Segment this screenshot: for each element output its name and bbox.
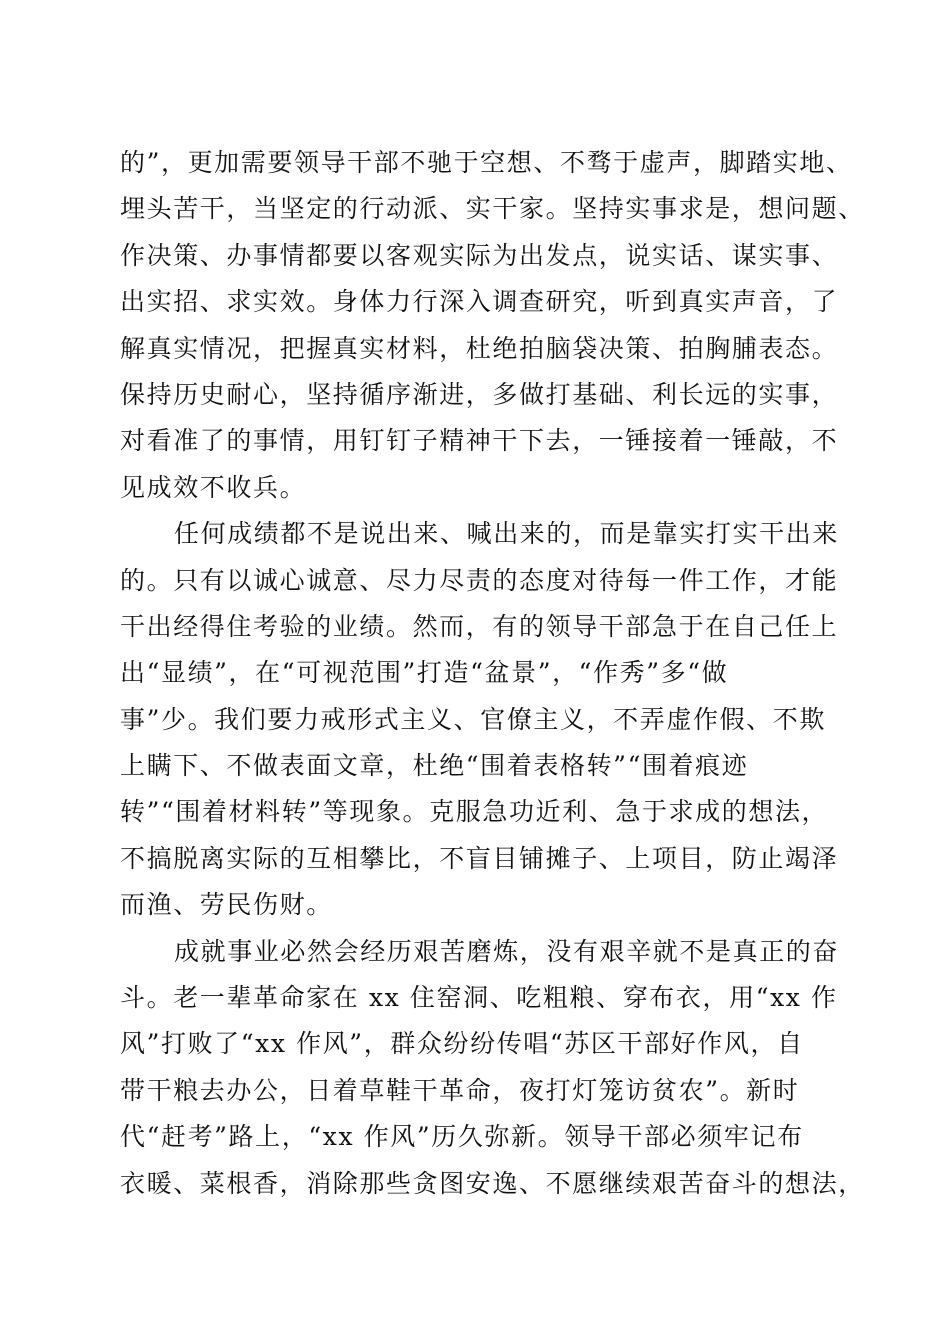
text-line: 见成效不收兵。 [120,472,307,502]
text-line: 上瞒下、不做表面文章，杜绝“围着表格转”“围着痕迹 [120,751,749,781]
text-line: 带干粮去办公，日着草鞋干革命，夜打灯笼访贫农”。新时 [120,1075,800,1105]
text-line: 干出经得住考验的业绩。然而，有的领导干部急于在自己任上 [120,611,839,641]
text-line: 不搞脱离实际的互相攀比，不盲目铺摊子、上项目，防止竭泽 [120,843,839,873]
text-line: 作决策、办事情都要以客观实际为出发点，说实话、谋实事、 [120,240,839,270]
text-line: 衣暖、菜根香，消除那些贪图安逸、不愿继续艰苦奋斗的想法， [120,1168,865,1198]
text-line: 出“显绩”，在“可视范围”打造“盆景”，“作秀”多“做 [120,658,729,688]
text-line: 的。只有以诚心诚意、尽力尽责的态度对待每一件工作，才能 [120,565,839,595]
text-line: 转”“围着材料转”等现象。克服急功近利、急于求成的想法， [120,797,829,827]
text-line: 解真实情况，把握真实材料，杜绝拍脑袋决策、拍胸脯表态。 [120,333,839,363]
body-text [120,140,865,1207]
text-line: 斗。老一辈革命家在 xx 住窑洞、吃粗粮、穿布衣，用“xx 作 [120,983,838,1013]
text-line: 保持历史耐心，坚持循序渐进，多做打基础、利长远的实事， [120,379,839,409]
text-line: 事”少。我们要力戒形式主义、官僚主义，不弄虚作假、不欺 [120,704,826,734]
text-line: 成就事业必然会经历艰苦磨炼，没有艰辛就不是真正的奋 [174,936,840,966]
text-line: 的”，更加需要领导干部不驰于空想、不骛于虚声，脚踏实地、 [120,148,853,177]
text-line: 出实招、求实效。身体力行深入调查研究，听到真实声音，了 [120,287,839,317]
text-line: 对看准了的事情，用钉钉子精神干下去，一锤接着一锤敲，不 [120,426,839,456]
text-line: 任何成绩都不是说出来、喊出来的，而是靠实打实干出来 [174,519,840,549]
text-line: 风”打败了“xx 作风”，群众纷纷传唱“苏区干部好作风，自 [120,1029,804,1059]
text-line: 埋头苦干，当坚定的行动派、实干家。坚持实事求是，想问题、 [120,194,865,224]
text-line: 而渔、劳民伤财。 [120,890,333,920]
text-line: 代“赶考”路上，“xx 作风”历久弥新。领导干部必须牢记布 [120,1122,804,1152]
